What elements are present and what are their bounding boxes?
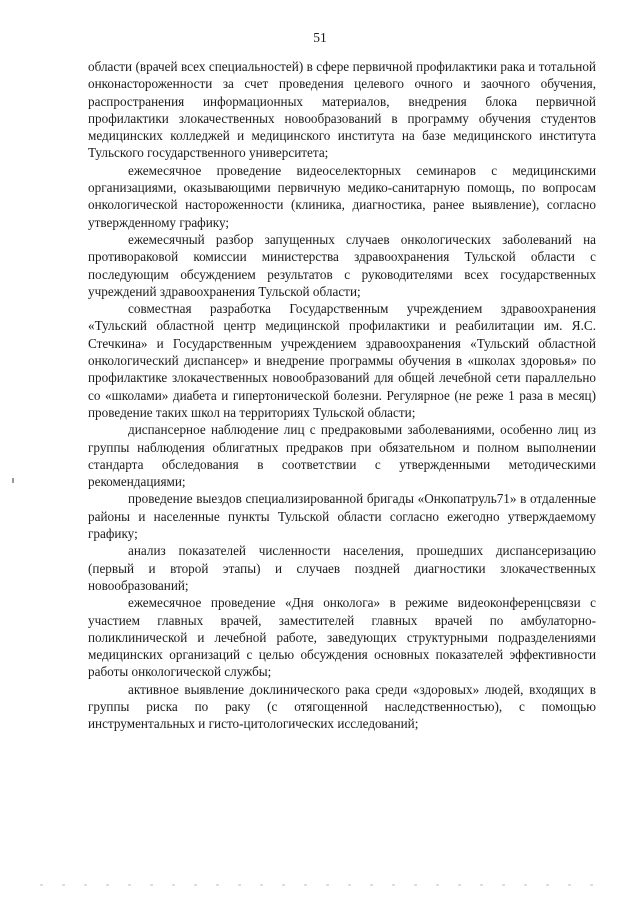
paragraph-oncologist-day: ежемесячное проведение «Дня онколога» в режиме видеоконференцсвязи с участием главных врачей, заместителей главных врачей по амбулаторно-поликлинической и лечебной работе, заведующих структурными подразделениями медицинских организаций с целью обсуждения основных показателей эффективности работы онкологической службы; xyxy=(88,595,596,680)
paragraph-early-detection: активное выявление доклинического рака среди «здоровых» людей, входящих в группы риска по раку (с отягощенной наследственностью), с помощью инструментальных и гисто-цитологических исследований; xyxy=(88,681,596,732)
paragraph-dispensary-observation: диспансерное наблюдение лиц с предраковыми заболеваниями, особенно лиц из группы наблюдения облигатных предраков при обязательном и полном выполнении стандарта обследования в соответствии с утвержденными методическими рекомендациями; xyxy=(88,422,596,490)
scan-bottom-noise xyxy=(40,884,600,886)
paragraph-case-review: ежемесячный разбор запущенных случаев онкологических заболеваний на противораковой комиссии министерства здравоохранения Тульской области с последующим обсуждением результатов с руководителями всех государственных учреждений здравоохранения Тульской области; xyxy=(88,231,596,299)
document-body xyxy=(88,58,596,733)
paragraph-analysis: анализ показателей численности населения, прошедших диспансеризацию (первый и второй этапы) и случаев поздней диагностики злокачественных новообразований; xyxy=(88,543,596,593)
scan-margin-mark xyxy=(12,478,14,483)
paragraph-seminars: ежемесячное проведение видеоселекторных семинаров с медицинскими организациями, оказывающими первичную медико-санитарную помощь, по вопросам онкологической настороженности (клиника, диагностика, ранее выявление), согласно утвержденному графику; xyxy=(88,162,596,230)
paragraph-continued: области (врачей всех специальностей) в сфере первичной профилактики рака и тотальной онконастороженности за счет проведения целевого очного и заочного обучения, распространения информационных материалов, внедрения блока первичной профилактики злокачественных новообразований в программу обучения студентов медицинских колледжей и медицинского института на базе медицинского института Тульского государственного университета; xyxy=(88,59,596,161)
paragraph-oncopatrol: проведение выездов специализированной бригады «Онкопатруль71» в отдаленные районы и населенные пункты Тульской области согласно ежегодно утверждаемому графику; xyxy=(88,491,596,542)
page-number: 51 xyxy=(313,30,327,45)
paragraph-health-schools: совместная разработка Государственным учреждением здравоохранения «Тульский областной центр медицинской профилактики и реабилитации им. Я.С. Стечкина» и Государственным учреждением здравоохранения «Тульский областной онкологический диспансер» и внедрение программы обучения в «школах здоровья» по профилактике злокачественных новообразований для общей лечебной сети параллельно со «школами» диабета и гипертонической болезни. Регулярное (не реже 1 раза в месяц) проведение таких школ на территориях Тульской области; xyxy=(88,301,596,420)
